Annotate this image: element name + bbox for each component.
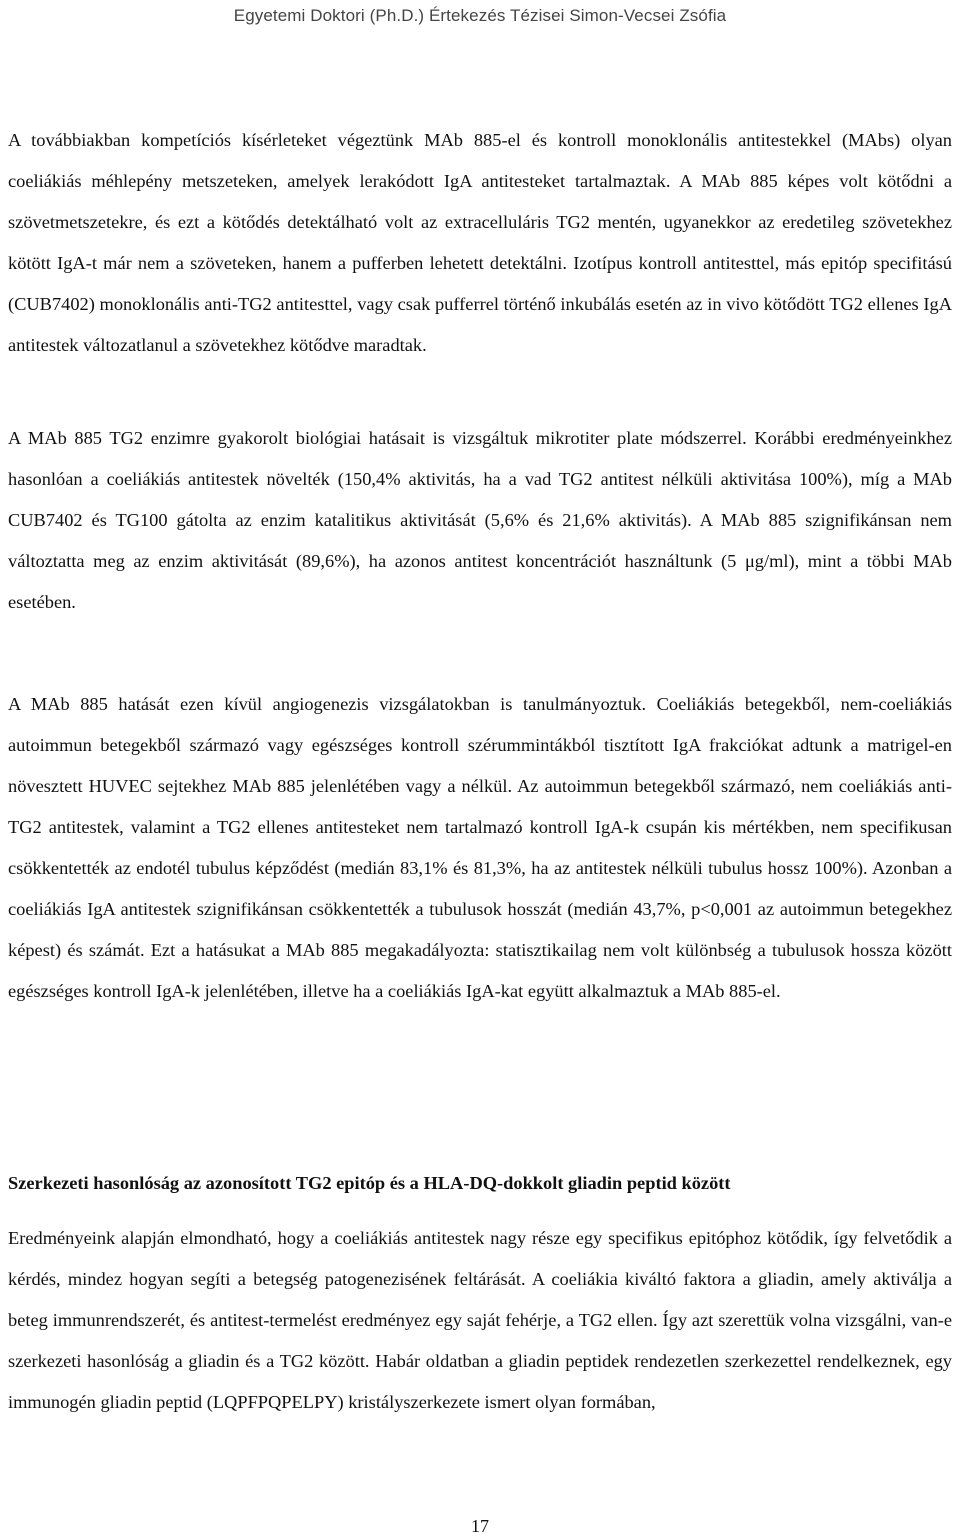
section-heading: Szerkezeti hasonlóság az azonosított TG2 epitóp és a HLA-DQ-dokkolt gliadin peptid között [8,1173,731,1193]
page-number: 17 [471,1516,489,1536]
paragraph-structural-similarity: Eredményeink alapján elmondható, hogy a coeliákiás antitestek nagy része egy specifikus epitóphoz kötődik, így felvetődik a kérdés, mindez hogyan segíti a betegség patogenezisének feltárását. A coeliákia kiváltó faktora a gliadin, amely aktiválja a beteg immunrendszerét, és antitest-termelést eredményez egy saját fehérje, a TG2 ellen. Így azt szerettük volna vizsgálni, van-e szerkezeti hasonlóság a gliadin és a TG2 között. Habár oldatban a gliadin peptidek rendezetlen szerkezettel rendelkeznek, egy immunogén gliadin peptid (LQPFPQPELPY) kristályszerkezete ismert olyan formában, [8,1228,952,1412]
running-header: Egyetemi Doktori (Ph.D.) Értekezés Tézisei Simon-Vecsei Zsófia [233,6,727,25]
paragraph-angiogenesis: A MAb 885 hatását ezen kívül angiogenezis vizsgálatokban is tanulmányoztuk. Coeliákiás betegekből, nem-coeliákiás autoimmun betegekből származó vagy egészséges kontroll szérummintákból tisztított IgA frakciókat adtunk a matrigel-en növesztett HUVEC sejtekhez MAb 885 jelenlétében vagy a nélkül. Az autoimmun betegekből származó, nem coeliákiás anti-TG2 antitestek, valamint a TG2 ellenes antitesteket nem tartalmazó kontroll IgA-k csupán kis mértékben, nem specifikusan csökkentették az endotél tubulus képződést (medián 83,1% és 81,3%, ha az antitestek nélküli tubulus hossz 100%). Azonban a coeliákiás IgA antitestek szignifikánsan csökkentették a tubulusok hosszát (medián 43,7%, p<0,001 az autoimmun betegekhez képest) és számát. Ezt a hatásukat a MAb 885 megakadályozta: statisztikailag nem volt különbség a tubulusok hossza között egészséges kontroll IgA-k jelenlétében, illetve ha a coeliákiás IgA-kat együtt alkalmaztuk a MAb 885-el. [8,694,952,1001]
paragraph-enzyme-activity: A MAb 885 TG2 enzimre gyakorolt biológiai hatásait is vizsgáltuk mikrotiter plate módszerrel. Korábbi eredményeinkhez hasonlóan a coeliákiás antitestek növelték (150,4% aktivitás, ha a vad TG2 antitest nélküli aktivitása 100%), míg a MAb CUB7402 és TG100 gátolta az enzim katalitikus aktivitását (5,6% és 21,6% aktivitás). A MAb 885 szignifikánsan nem változtatta meg az enzim aktivitását (89,6%), ha azonos antitest koncentrációt használtunk (5 μg/ml), mint a többi MAb esetében. [8,428,952,612]
paragraph-competition-experiments: A továbbiakban kompetíciós kísérleteket végeztünk MAb 885-el és kontroll monoklonális antitestekkel (MAbs) olyan coeliákiás méhlepény metszeteken, amelyek lerakódott IgA antitesteket tartalmaztak. A MAb 885 képes volt kötődni a szövetmetszetekre, és ezt a kötődés detektálható volt az extracelluláris TG2 mentén, ugyanekkor az eredetileg szövetekhez kötött IgA-t már nem a szöveteken, hanem a pufferben lehetett detektálni. Izotípus kontroll antitesttel, más epitóp specifitású (CUB7402) monoklonális anti-TG2 antitesttel, vagy csak pufferrel történő inkubálás esetén az in vivo kötődött TG2 ellenes IgA antitestek változatlanul a szövetekhez kötődve maradtak. [8,130,952,355]
